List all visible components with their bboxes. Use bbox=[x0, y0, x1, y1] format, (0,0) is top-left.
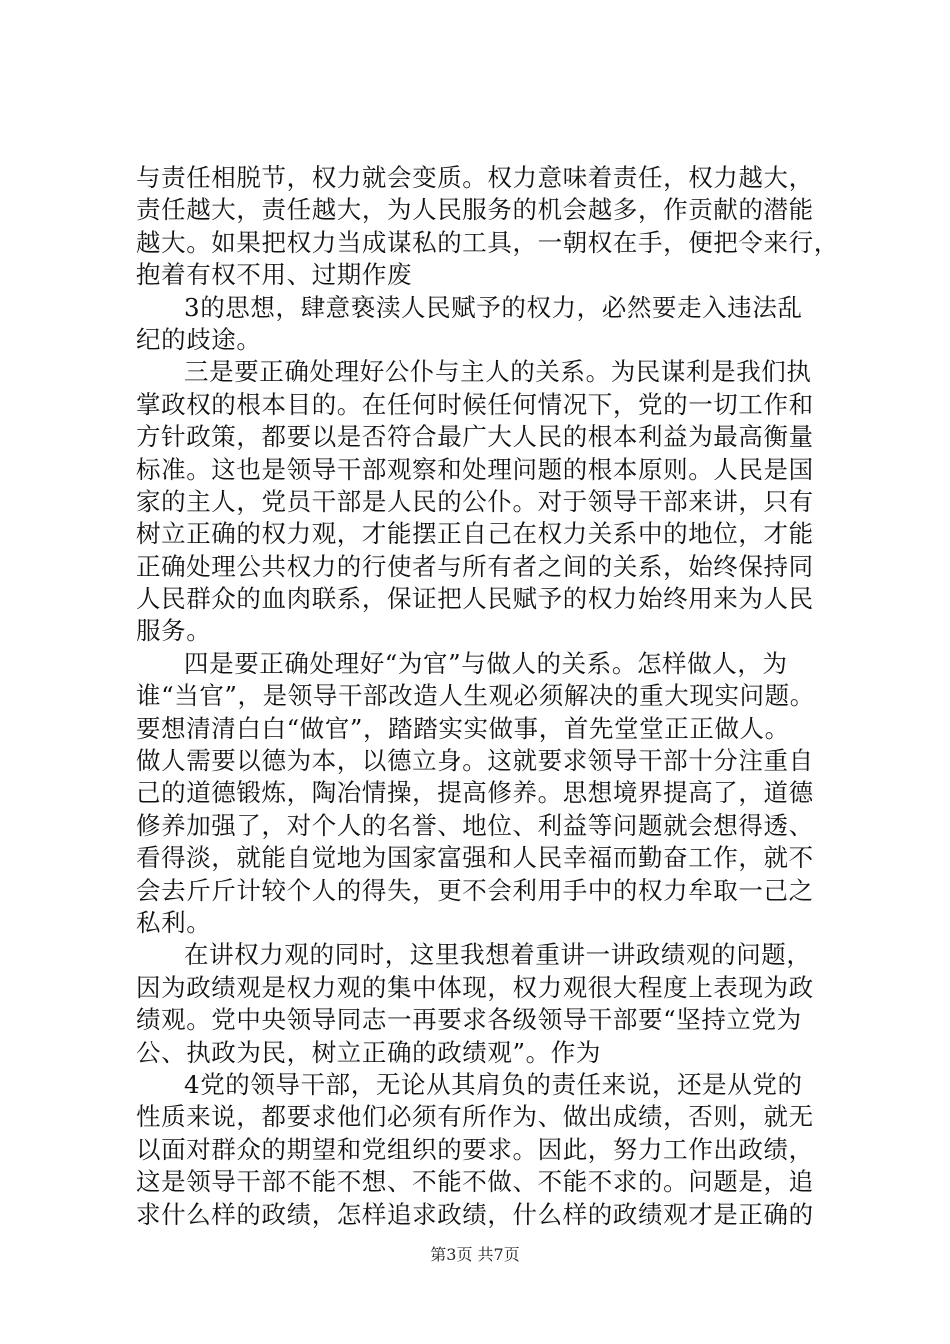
text-line: 3的思想，肆意亵渎人民赋予的权力，必然要走入违法乱 bbox=[184, 292, 803, 322]
text-line: 家的主人，党员干部是人民的公仆。对于领导干部来讲，只有 bbox=[136, 486, 814, 516]
text-line: 纪的歧途。 bbox=[136, 324, 262, 354]
text-line: 这是领导干部不能不想、不能不做、不能不求的。问题是，追 bbox=[136, 1167, 814, 1197]
text-line: 以面对群众的期望和党组织的要求。因此，努力工作出政绩， bbox=[136, 1134, 814, 1164]
text-line: 人民群众的血肉联系，保证把人民赋予的权力始终用来为人民 bbox=[136, 584, 814, 614]
text-line: 绩观。党中央领导同志一再要求各级领导干部要“坚持立党为 bbox=[136, 1005, 802, 1035]
text-line: 看得淡，就能自觉地为国家富强和人民幸福而勤奋工作，就不 bbox=[136, 843, 814, 873]
text-line: 性质来说，都要求他们必须有所作为、做出成绩，否则，就无 bbox=[136, 1102, 814, 1132]
text-line: 私利。 bbox=[136, 907, 212, 937]
text-line: 三是要正确处理好公仆与主人的关系。为民谋利是我们执 bbox=[184, 357, 812, 387]
page-number-footer: 第3页 共7页 bbox=[430, 1245, 520, 1264]
text-line: 要想清清白白“做官”，踏踏实实做事，首先堂堂正正做人。 bbox=[136, 713, 790, 743]
text-line: 做人需要以德为本，以德立身。这就要求领导干部十分注重自 bbox=[136, 746, 814, 776]
text-line: 掌政权的根本目的。在任何时候任何情况下，党的一切工作和 bbox=[136, 389, 814, 419]
text-line: 标准。这也是领导干部观察和处理问题的根本原则。人民是国 bbox=[136, 454, 814, 484]
text-line: 与责任相脱节，权力就会变质。权力意味着责任，权力越大， bbox=[136, 163, 814, 192]
text-line: 四是要正确处理好“为官”与做人的关系。怎样做人，为 bbox=[184, 648, 788, 678]
text-line: 谁“当官”，是领导干部改造人生观必须解决的重大现实问题。 bbox=[136, 681, 815, 711]
text-line: 方针政策，都要以是否符合最广大人民的根本利益为最高衡量 bbox=[136, 422, 814, 452]
text-line: 求什么样的政绩，怎样追求政绩，什么样的政绩观才是正确的 bbox=[136, 1199, 814, 1229]
text-line: 4党的领导干部，无论从其肩负的责任来说，还是从党的 bbox=[184, 1069, 803, 1099]
text-line: 服务。 bbox=[136, 616, 212, 646]
text-line: 正确处理公共权力的行使者与所有者之间的关系，始终保持同 bbox=[136, 551, 814, 581]
text-line: 在讲权力观的同时，这里我想着重讲一讲政绩观的问题， bbox=[184, 940, 812, 970]
text-line: 因为政绩观是权力观的集中体现，权力观很大程度上表现为政 bbox=[136, 972, 814, 1002]
document-body bbox=[136, 162, 839, 1231]
text-line: 抱着有权不用、过期作废 bbox=[136, 260, 413, 290]
text-line: 会去斤斤计较个人的得失，更不会利用手中的权力牟取一己之 bbox=[136, 875, 814, 905]
text-line: 责任越大，责任越大，为人民服务的机会越多，作贡献的潜能 bbox=[136, 195, 814, 225]
text-line: 修养加强了，对个人的名誉、地位、利益等问题就会想得透、 bbox=[136, 810, 814, 840]
text-line: 公、执政为民，树立正确的政绩观”。作为 bbox=[136, 1037, 601, 1067]
text-line: 越大。如果把权力当成谋私的工具，一朝权在手，便把令来行， bbox=[136, 227, 839, 257]
text-line: 树立正确的权力观，才能摆正自己在权力关系中的地位，才能 bbox=[136, 519, 814, 549]
text-line: 己的道德锻炼，陶冶情操，提高修养。思想境界提高了，道德 bbox=[136, 778, 814, 808]
